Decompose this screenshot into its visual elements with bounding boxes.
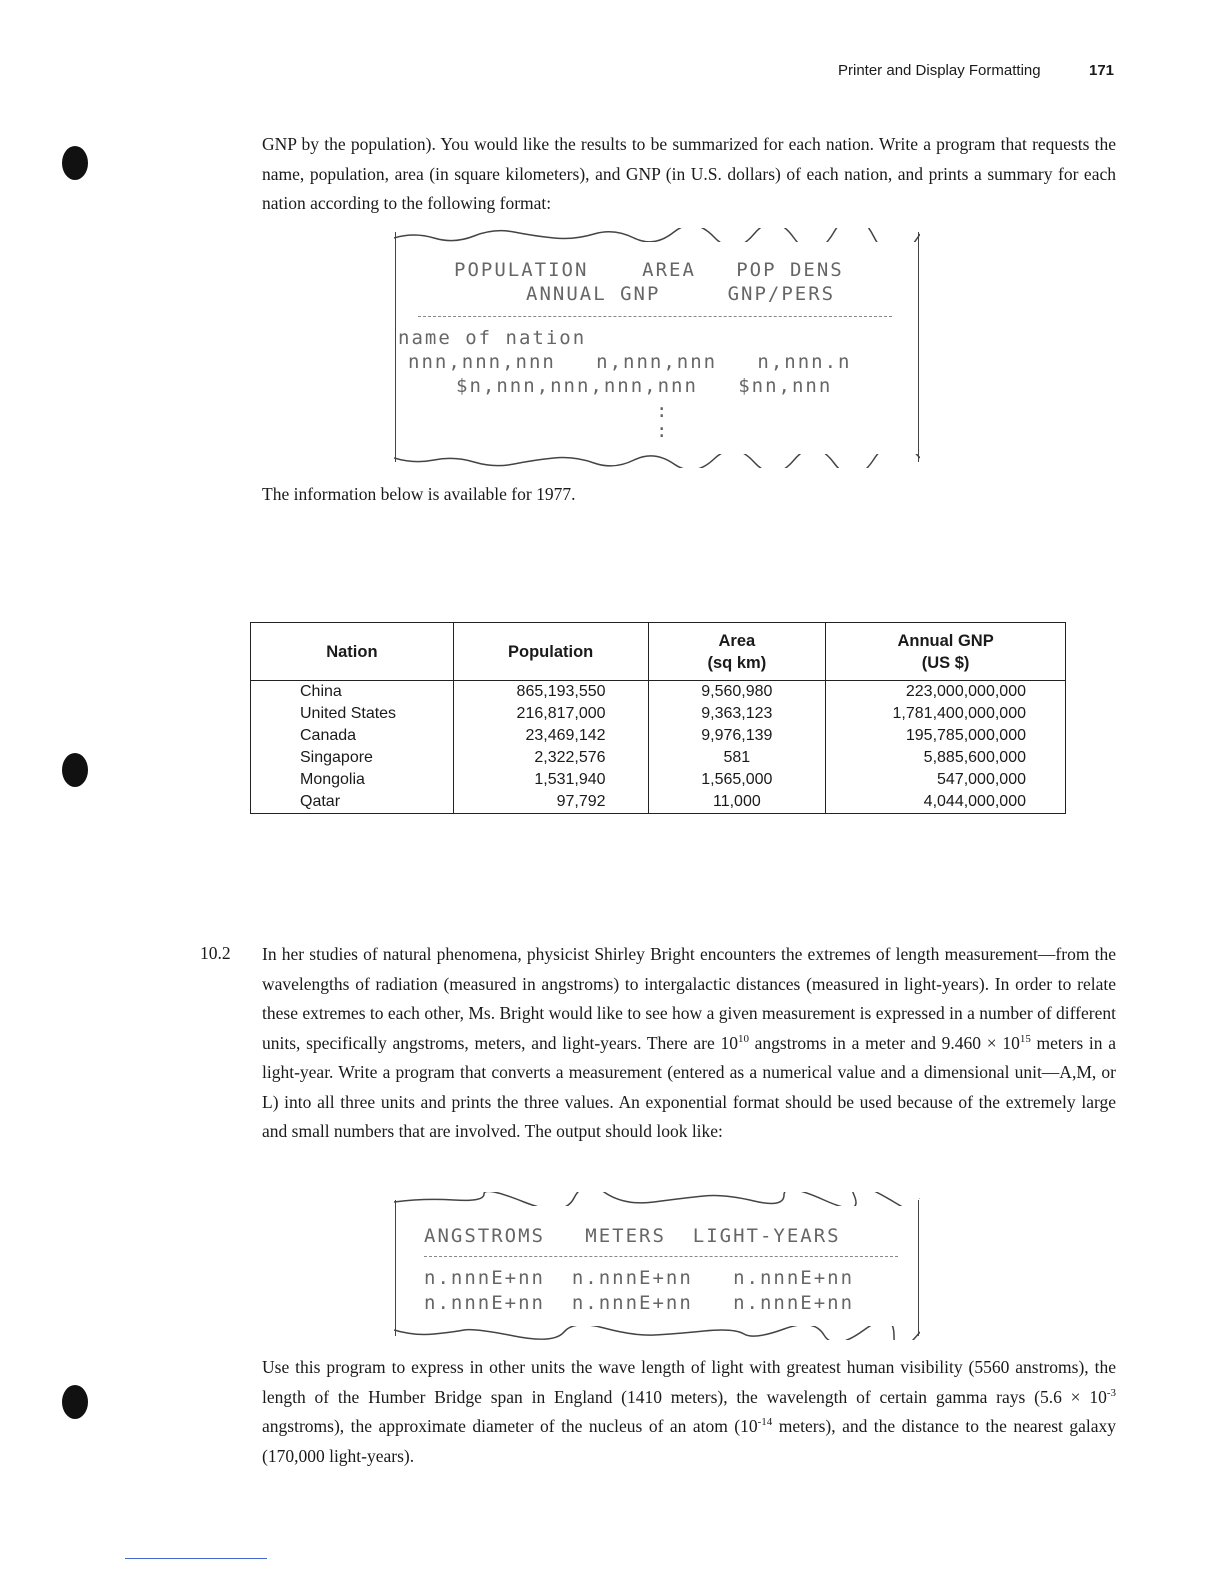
table-cell: 195,785,000,000 [826,725,1066,747]
table-cell: 9,560,980 [648,681,826,704]
table-cell: United States [251,703,454,725]
column-header: Area (sq km) [648,623,826,681]
table-cell: 97,792 [453,791,648,814]
printout-line: POPULATION AREA POP DENS [454,259,844,281]
table-cell: 23,469,142 [453,725,648,747]
printout-line: name of nation [398,327,587,349]
printout-line: nnn,nnn,nnn n,nnn,nnn n,nnn.n [408,351,852,373]
column-header: Nation [251,623,454,681]
dashed-divider [418,316,892,317]
table-cell: 223,000,000,000 [826,681,1066,704]
printout-ellipsis: : [656,400,670,422]
table-cell: 865,193,550 [453,681,648,704]
table-cell: Qatar [251,791,454,814]
nation-data-table [250,622,1066,814]
table-cell: 11,000 [648,791,826,814]
table-cell: 9,363,123 [648,703,826,725]
info-sentence: The information below is available for 1977. [262,484,576,504]
superscript: -14 [757,1416,773,1429]
table-row [251,681,1066,704]
table-cell: 216,817,000 [453,703,648,725]
superscript: 10 [737,1032,749,1045]
output-printout [395,1200,919,1336]
dashed-divider [424,1256,898,1257]
table-cell: Singapore [251,747,454,769]
footer-rule [125,1558,267,1559]
torn-edge-bottom [394,1326,920,1340]
printout-row: n.nnnE+nn n.nnnE+nn n.nnnE+nn [424,1292,855,1314]
printout-row: n.nnnE+nn n.nnnE+nn n.nnnE+nn [424,1267,855,1289]
column-header: Annual GNP (US $) [826,623,1066,681]
table-row [251,703,1066,725]
superscript: -3 [1106,1386,1116,1399]
superscript: 15 [1019,1032,1031,1045]
table-cell: Mongolia [251,769,454,791]
intro-paragraph: GNP by the population). You would like the results to be summarized for each nation. Write a program that requests the name, population, area (in square kilometers), and GNP (in U.S. dollars) of each nation, and prints a summary for each nation according to the following format: [262,134,1116,213]
exercise-paragraph [262,940,1116,1147]
text-segment: meters), and the distance to the nearest galaxy (170,000 light-years). [262,1416,1116,1466]
table-row [251,791,1066,814]
torn-edge-bottom [394,454,920,468]
table-cell: Canada [251,725,454,747]
table-header-row [251,623,1066,681]
text-segment: Use this program to express in other units the wave length of light with greatest human visibility (5560 anstroms), the length of the Humber Bridge span in England (1410 meters), the wavelength of certain gamma rays (5.6 × 10 [262,1357,1116,1407]
text-segment: angstroms in a meter and 9.460 × 10 [748,1032,1020,1053]
torn-edge-top [394,1192,920,1206]
closing-paragraph [262,1353,1116,1471]
table-row [251,725,1066,747]
binder-hole [62,753,88,787]
format-printout [395,232,919,462]
exercise-number: 10.2 [200,943,231,963]
table-cell: 5,885,600,000 [826,747,1066,769]
printout-ellipsis: : [656,420,670,442]
table-cell: 1,565,000 [648,769,826,791]
table-cell: 1,531,940 [453,769,648,791]
printout-header: ANGSTROMS METERS LIGHT-YEARS [424,1225,841,1247]
printout-line: $n,nnn,nnn,nnn,nnn $nn,nnn [456,375,833,397]
binder-hole [62,146,88,180]
table-cell: China [251,681,454,704]
table-row [251,769,1066,791]
torn-edge-top [394,228,920,242]
table-cell: 2,322,576 [453,747,648,769]
column-header: Population [453,623,648,681]
table-cell: 4,044,000,000 [826,791,1066,814]
binder-hole [62,1385,88,1419]
text-segment: angstroms), the approximate diameter of the nucleus of an atom (10 [262,1416,758,1436]
running-title: Printer and Display Formatting [838,62,1041,79]
table-cell: 9,976,139 [648,725,826,747]
printout-line: ANNUAL GNP GNP/PERS [526,283,836,305]
text-segment: In her studies of natural phenomena, physicist Shirley Bright encounters the extremes of length measurement—from the wavelengths of radiation (measured in angstroms) to intergalactic distances (measured in light-years). In order to relate these extremes to each other, Ms. Bright would like to see how a given measurement is expressed in a number of different units, specifically angstroms, meters, and light-years. There are 10 [262,944,1116,1053]
table-cell: 547,000,000 [826,769,1066,791]
text-segment: meters in a light-year. Write a program that converts a measurement (entered as a numerical value and a dimensional unit—A,M, or L) into all three units and prints the three values. An exponential format should be used because of the extremely large and small numbers that are involved. The output should look like: [262,1032,1117,1141]
page-number: 171 [1089,62,1115,79]
table-cell: 581 [648,747,826,769]
table-row [251,747,1066,769]
table-cell: 1,781,400,000,000 [826,703,1066,725]
